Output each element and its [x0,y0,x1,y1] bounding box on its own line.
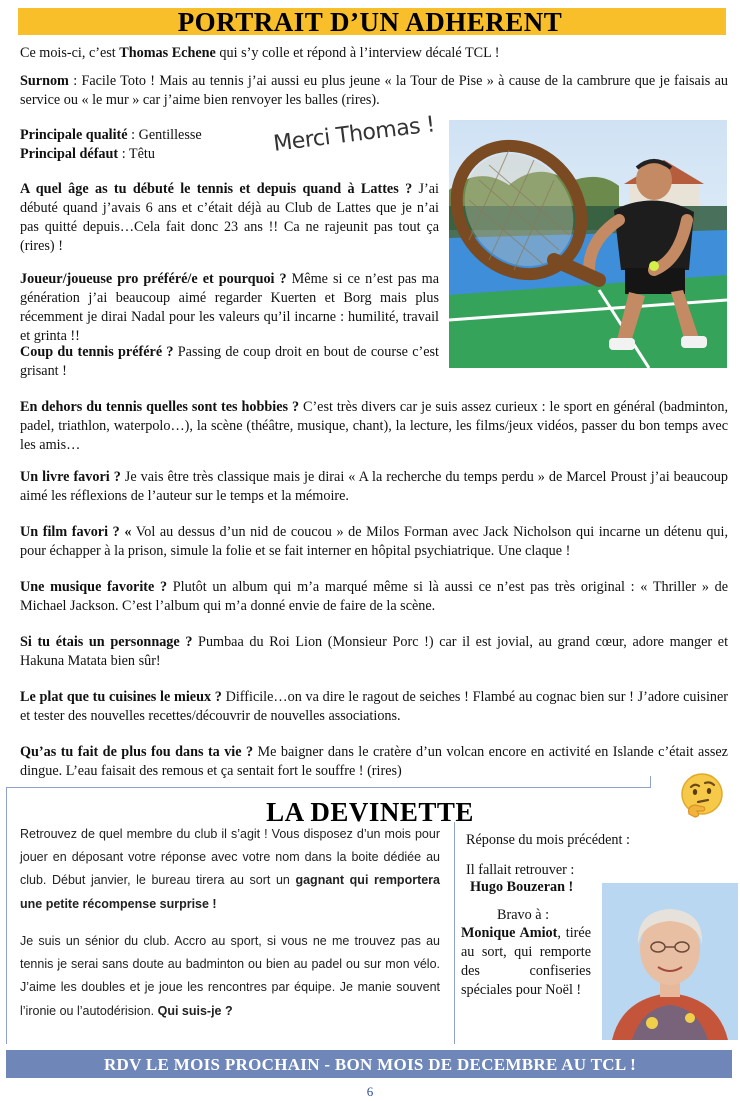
bravo-label: Bravo à : [497,907,550,923]
column-divider [454,822,455,1044]
qa-personnage: Si tu étais un personnage ? Pumbaa du Roi Lion (Monsieur Porc !) car il est jovial, au grand cœur, adore manger et Hakuna Matata bien sûr! [20,634,729,669]
surnom-paragraph: Surnom : Facile Toto ! Mais au tennis j’ai aussi eu plus jeune « la Tour de Pise » à cause de la cambrure que je faisais au service ou « le mur » car j’aime bien renvoyer les balles (rires). [20,73,728,108]
devinette-rules: Retrouvez de quel membre du club il s’agit ! Vous disposez d’un mois pour jouer en déposant votre réponse avec votre nom dans la boite dédiée au club. Début janvier, le bureau tirera au sort un gagnant qui remportera une petite récompense surprise ! [20,827,441,911]
tennis-player-photo [449,120,727,368]
previous-winner-name: Hugo Bouzeran ! [470,879,574,895]
qa-musique: Une musique favorite ? Plutôt un album qui m’a marqué même si là aussi ce n’est pas très original : « Thriller » de Michael Jackson. C’est l’album qui m’a donné envie de faire de la scène. [20,579,728,614]
page-number: 6 [366,1084,374,1099]
footer-text: RDV LE MOIS PROCHAIN - BON MOIS DE DECEMBRE AU TCL ! [103,1055,637,1074]
qa-film: Un film favori ? « Vol au dessus d’un nid de coucou » de Milos Forman avec Jack Nicholson qui incarne un détenu qui, pour échapper à la prison, simule la folie et se fait interner en hôpital psychiatrique. Une claque ! [20,524,729,559]
qa-coup-prefere: Coup du tennis préféré ? Passing de coup droit en bout de course c’est grisant ! [20,344,439,379]
devinette-title: LA DEVINETTE [266,797,474,827]
section-divider [6,787,650,788]
qa-plat: Le plat que tu cuisines le mieux ? Difficile…on va dire le ragout de seiches ! Flambé au cognac bien sur ! J’adore cuisiner et tester des nouvelles recettes/découvrir de nouvelles associations. [20,689,729,724]
qa-hobbies: En dehors du tennis quelles sont tes hobbies ? C’est très divers car je suis assez curieux : le sport en général (badminton, padel, triathlon, waterpolo…), la scène (théâtre, musique, chant), la lecture, les films/jeux vidéos, passer du bon temps avec les amis… [20,399,728,453]
defaut-line: Principal défaut : Têtu [20,146,155,162]
adherent-name: Thomas Echene [119,45,216,61]
page-title: PORTRAIT D’UN ADHERENT [177,7,563,37]
retrouver-label: Il fallait retrouver : [466,862,575,878]
devinette-clue: Je suis un sénior du club. Accro au sport, si vous ne me trouvez pas au tennis je serai sans doute au badminton ou bien au padel ou sur mon vélo. J’aime les doubles et je joue les rencontres par équipe. Je manie souvent l’ironie ou l’autodérision. Qui suis-je ? [20,934,440,1018]
section-divider-tick [650,776,651,788]
qa-joueur-prefere: Joueur/joueuse pro préféré/e et pourquoi ? Même si ce n’est pas ma génération j’ai beaucoup aimé regarder Kuerten et Borg mais plus récemment je dirai Nadal pour les valeurs qu’il incarne : humilité, travail et grinta !! [20,271,440,344]
qualite-line: Principale qualité : Gentillesse [20,127,202,143]
lucky-winner-paragraph: Monique Amiot, tirée au sort, qui remporte des confiseries spéciales pour Noël ! [461,925,591,998]
woman-portrait-photo [602,883,738,1040]
previous-answer-label: Réponse du mois précédent : [466,832,630,848]
qa-fou: Qu’as tu fait de plus fou dans ta vie ? Me baigner dans le cratère d’un volcan encore en activité en Islande c’était assez dingue. L’eau faisait des remous et ça sentait fort le souffre ! (rires) [20,744,728,779]
merci-handwriting: Merci Thomas ! [272,112,437,157]
qa-livre: Un livre favori ? Je vais être très classique mais je dirai « A la recherche du temps perdu » de Marcel Proust j’ai beaucoup aimé les réflexions de l’auteur sur le temps et la mémoire. [20,469,728,504]
intro-line: Ce mois-ci, c’est Thomas Echene qui s’y colle et répond à l’interview décalé TCL ! [20,45,500,61]
qa-debut: A quel âge as tu débuté le tennis et depuis quand à Lattes ? J’ai débuté quand j’avais 6 ans et c’était déjà au Club de Lattes que je n’ai pas quitté depuis…Cela fait donc 23 ans !! Ca ne rajeunit pas tout ça (rires) ! [20,181,439,254]
